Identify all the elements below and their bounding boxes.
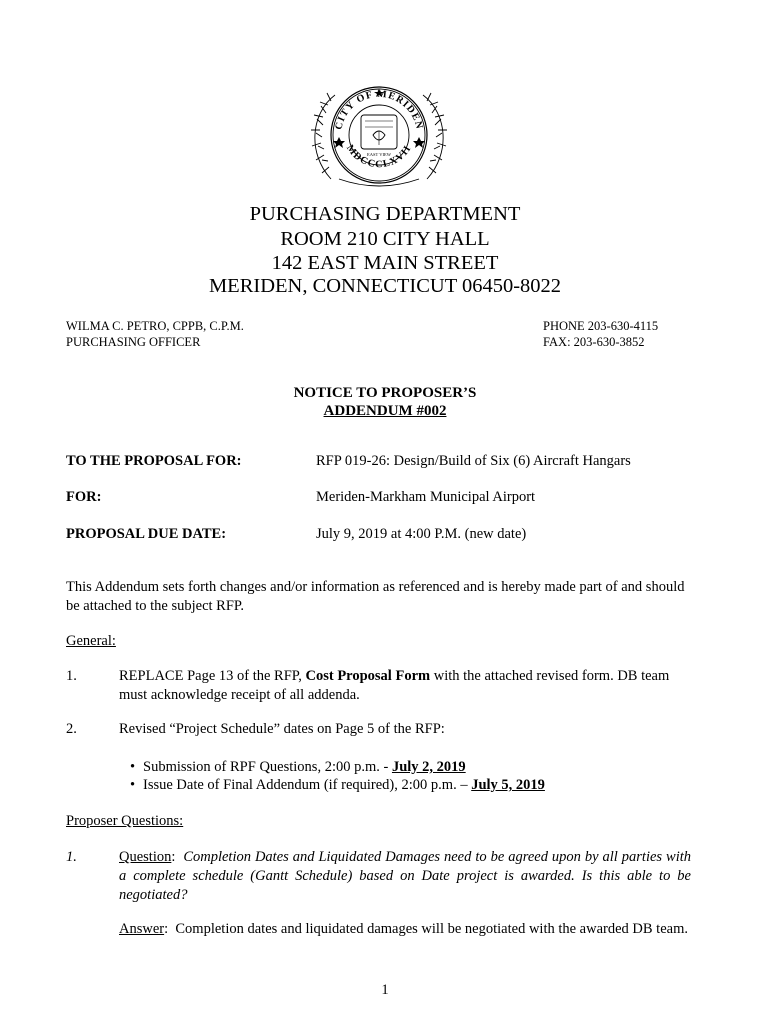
item-text-post: with the attached revised form. DB team must acknowledge receipt of all addenda. [119, 668, 670, 703]
bullet-glyph: • [130, 759, 136, 775]
answer-1: Answer: Completion dates and liquidated damages will be negotiated with the awarded DB team. [119, 921, 688, 937]
department-room: ROOM 210 CITY HALL [280, 228, 490, 250]
answer-label: Answer [119, 921, 165, 937]
seal-top-text: CITY OF MERIDEN [333, 88, 425, 131]
detail-value: RFP 019-26: Design/Build of Six (6) Aircraft Hangars [316, 453, 631, 469]
fax-number: FAX: 203-630-3852 [543, 335, 645, 349]
detail-label: PROPOSAL DUE DATE: [66, 526, 227, 542]
question-number: 1. [66, 849, 77, 865]
detail-label: TO THE PROPOSAL FOR: [66, 453, 242, 469]
general-heading: General: [66, 633, 116, 649]
detail-value: Meriden-Markham Municipal Airport [316, 489, 536, 505]
officer-title: PURCHASING OFFICER [66, 335, 201, 349]
department-street: 142 EAST MAIN STREET [271, 252, 499, 274]
schedule-bullet [130, 776, 545, 795]
item-text-bold: Cost Proposal Form [305, 668, 431, 684]
question-1: Question: Completion Dates and Liquidated Damages need to be agreed upon by all parties with a complete schedule (Gantt Schedule) based on Date project is awarded. Is this able to be negotiated? [119, 849, 692, 903]
general-item-number: 1. [66, 668, 77, 684]
city-seal [295, 75, 463, 195]
department-city: MERIDEN, CONNECTICUT 06450-8022 [208, 275, 562, 297]
questions-heading: Proposer Questions: [66, 813, 184, 829]
bullet-date: July 5, 2019 [471, 777, 545, 793]
officer-name: WILMA C. PETRO, CPPB, C.P.M. [66, 319, 244, 333]
bullet-text: Issue Date of Final Addendum (if required), 2:00 p.m. – [143, 777, 472, 793]
detail-label: FOR: [66, 489, 102, 505]
seal-bottom-text: MDCCCLXVII [344, 142, 414, 171]
general-item-2: Revised “Project Schedule” dates on Page 5 of the RFP: [119, 721, 445, 737]
svg-text:CITY OF MERIDEN [333, 89, 424, 131]
item-text-pre: REPLACE Page 13 of the RFP, [119, 668, 306, 684]
bullet-text: Submission of RPF Questions, 2:00 p.m. - [143, 759, 392, 775]
city-seal-graphic [295, 75, 463, 195]
bullet-date: July 2, 2019 [391, 759, 466, 775]
phone-number: PHONE 203-630-4115 [543, 319, 659, 333]
question-body: Completion Dates and Liquidated Damages need to be agreed upon by all parties with a complete schedule (Gantt Schedule) based on Date project is awarded. Is this able to be negotiated? [119, 849, 692, 903]
seal-inner-text: EAST VIEW [367, 152, 391, 157]
department-name: PURCHASING DEPARTMENT [249, 203, 521, 225]
addendum-number: ADDENDUM #002 [323, 403, 447, 419]
notice-title: NOTICE TO PROPOSER’S [293, 385, 477, 401]
intro-paragraph: This Addendum sets forth changes and/or information as referenced and is hereby made part of and should be attached to the subject RFP. [66, 579, 685, 614]
phone-block [543, 318, 658, 350]
schedule-bullet [130, 758, 466, 777]
page-number: 1 [381, 982, 389, 998]
question-label: Question [119, 849, 172, 865]
bullet-glyph: • [130, 777, 136, 793]
answer-body: Completion dates and liquidated damages will be negotiated with the awarded DB team. [175, 921, 688, 937]
officer-block [66, 318, 244, 350]
general-item-1 [119, 667, 691, 705]
detail-value: July 9, 2019 at 4:00 P.M. (new date) [316, 526, 527, 542]
general-item-number: 2. [66, 721, 77, 737]
